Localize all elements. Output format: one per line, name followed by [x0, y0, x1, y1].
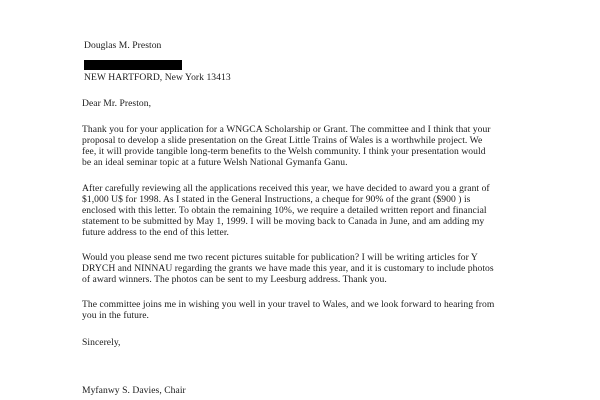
recipient-name: Douglas M. Preston: [84, 40, 162, 51]
paragraph-line: statement to be submitted by May 1, 1999. I will be moving back to Canada in June, and am adding my: [82, 216, 485, 227]
paragraph-line: future address to the end of this letter.: [82, 227, 229, 238]
paragraph-line: of award winners. The photos can be sent to my Leesburg address. Thank you.: [82, 274, 387, 285]
redacted-street-address: [84, 60, 182, 70]
paragraph-line: Would you please send me two recent pictures suitable for publication? I will be writing articles for Y: [82, 252, 478, 263]
paragraph-line: enclosed with this letter. To obtain the remaining 10%, we require a detailed written report and financial: [82, 205, 487, 216]
paragraph-line: After carefully reviewing all the applications received this year, we have decided to award you a grant of: [82, 183, 490, 194]
salutation: Dear Mr. Preston,: [82, 98, 152, 109]
paragraph-line: DRYCH and NINNAU regarding the grants we have made this year, and it is customary to include photos: [82, 263, 494, 274]
recipient-city: NEW HARTFORD, New York 13413: [84, 72, 231, 83]
paragraph-line: proposal to develop a slide presentation on the Great Little Trains of Wales is a worthwhile project. We: [82, 135, 483, 146]
paragraph-line: The committee joins me in wishing you well in your travel to Wales, and we look forward to hearing from: [82, 299, 495, 310]
paragraph-line: fee, it will provide tangible long-term benefits to the Welsh community. I think your presentation would: [82, 146, 486, 157]
closing: Sincerely,: [82, 337, 121, 348]
paragraph-line: $1,000 U$ for 1998. As I stated in the General Instructions, a cheque for 90% of the grant ($900 ) is: [82, 194, 471, 205]
signatory: Myfanwy S. Davies, Chair: [82, 385, 186, 396]
paragraph-line: Thank you for your application for a WNGCA Scholarship or Grant. The committee and I think that your: [82, 124, 491, 135]
paragraph-line: you in the future.: [82, 310, 149, 321]
paragraph-line: be an ideal seminar topic at a future Welsh National Gymanfa Ganu.: [82, 157, 348, 168]
